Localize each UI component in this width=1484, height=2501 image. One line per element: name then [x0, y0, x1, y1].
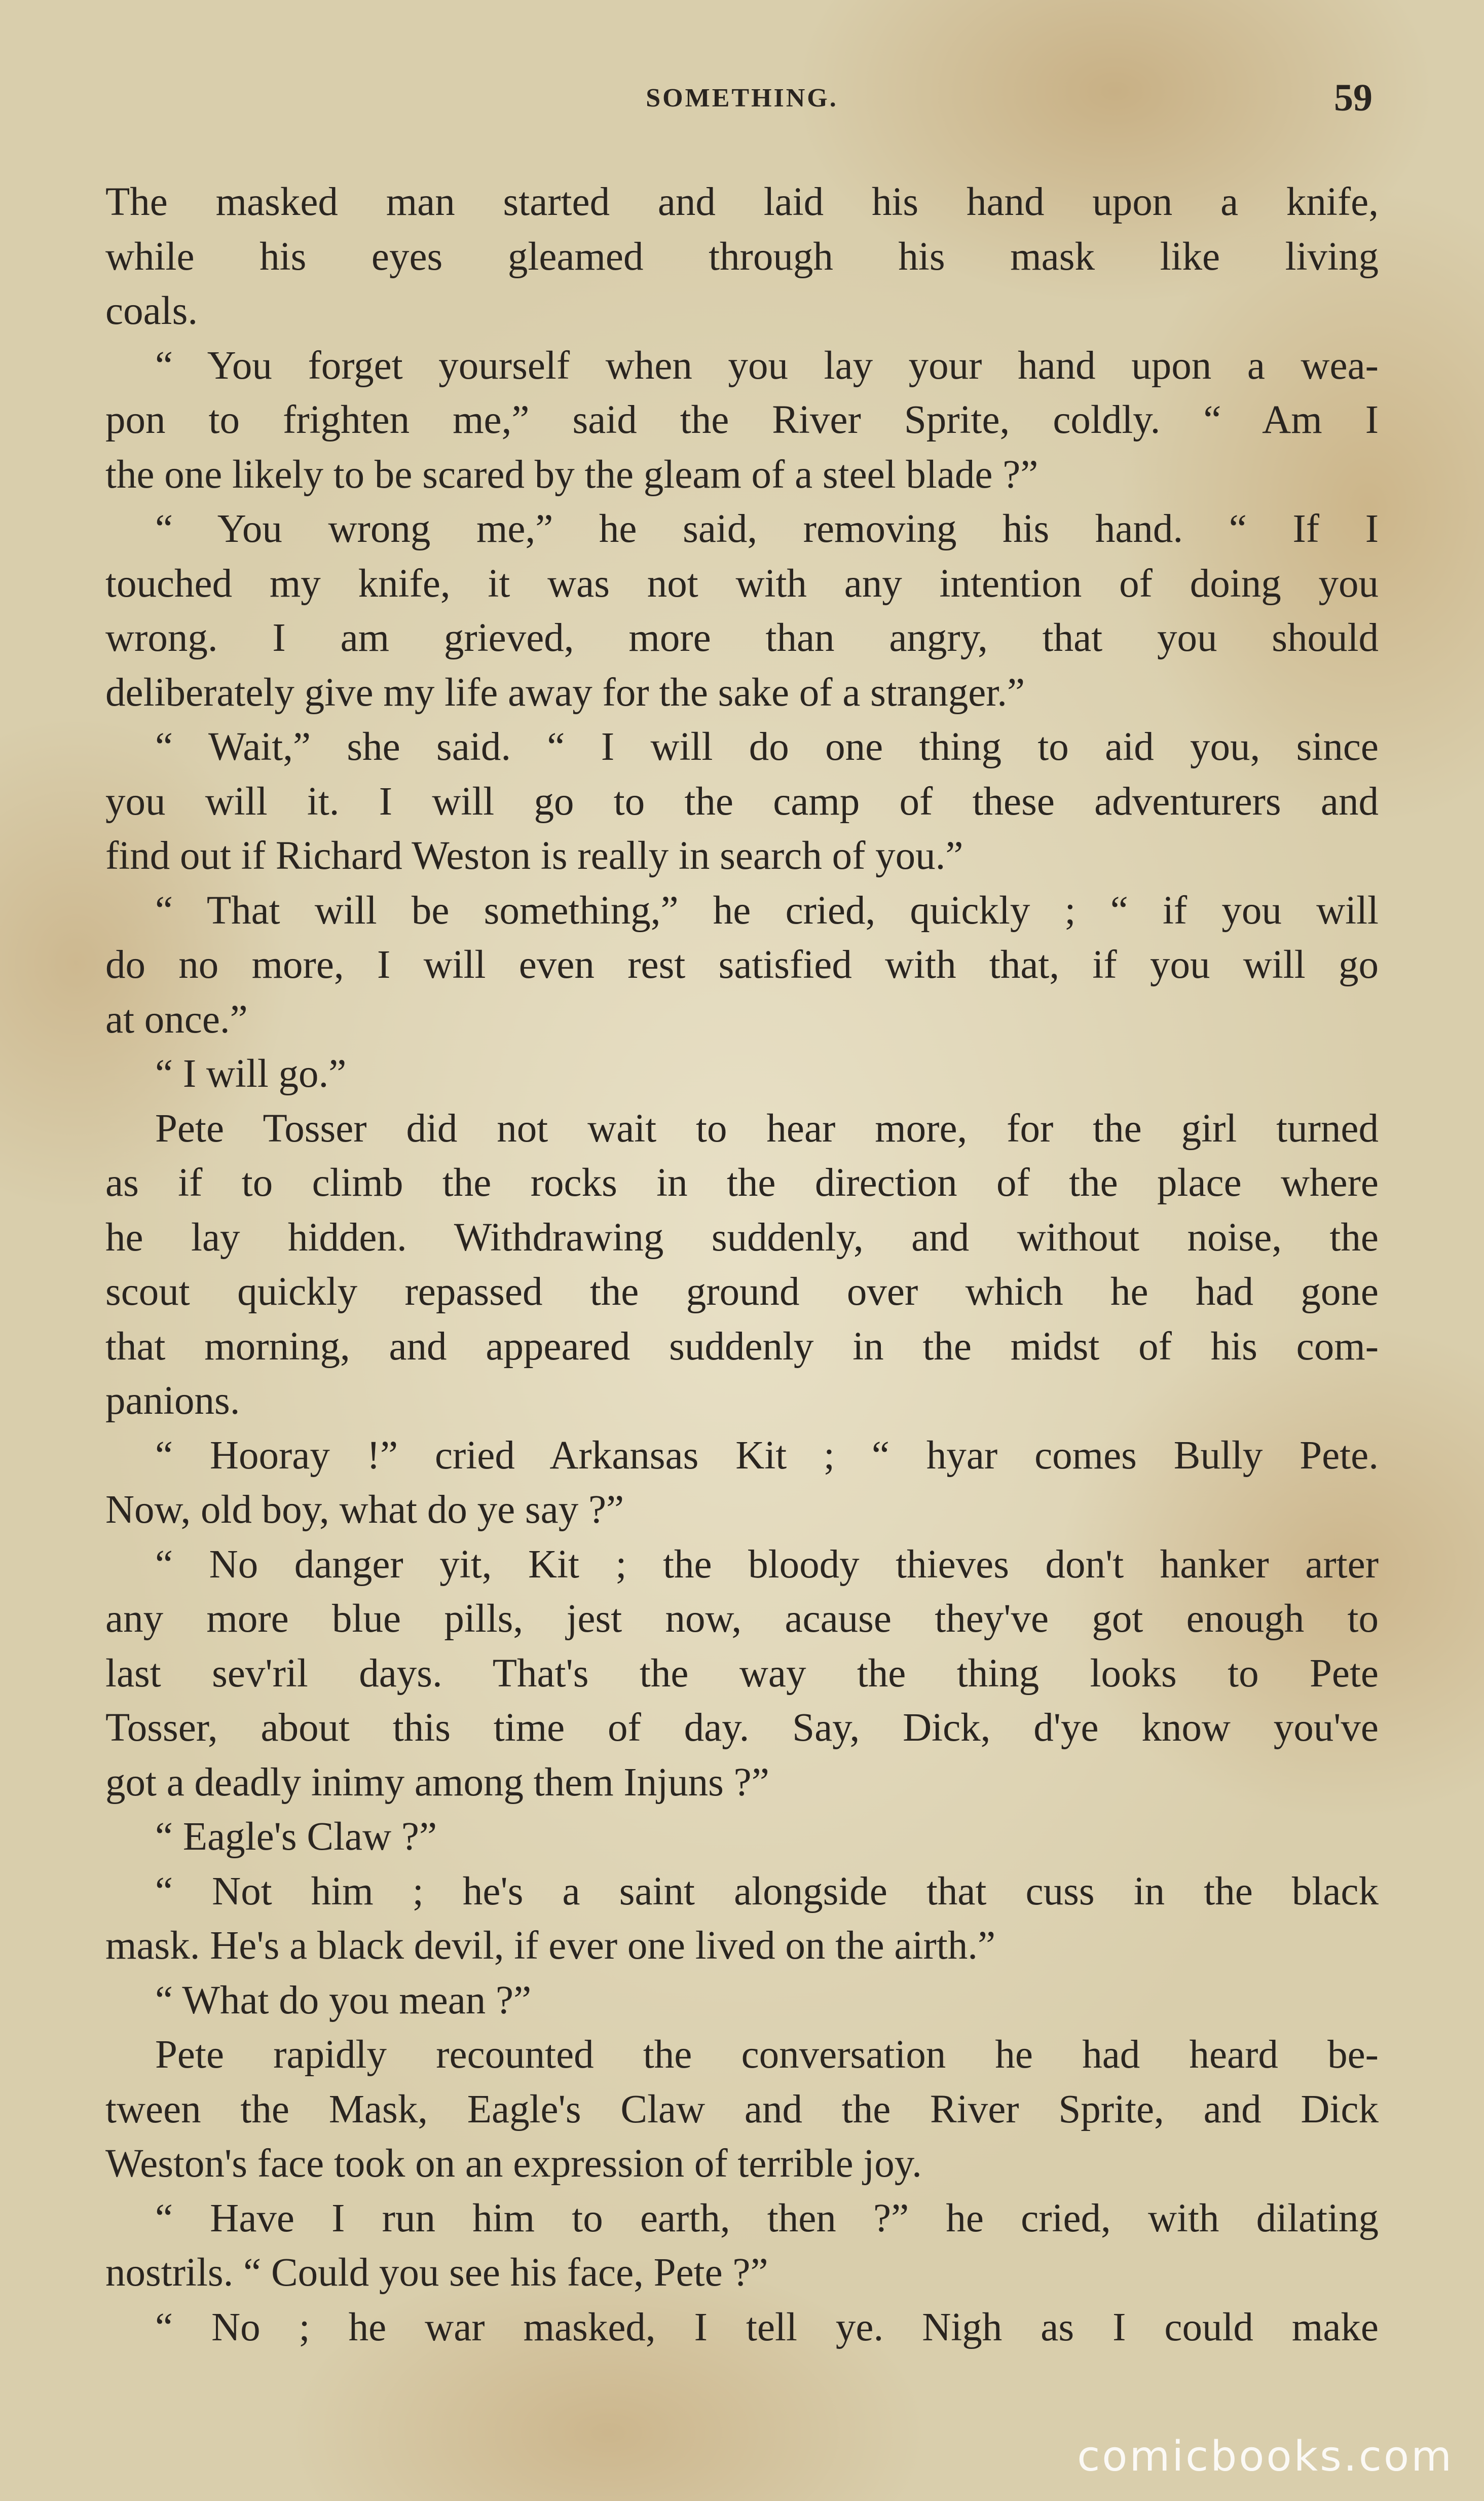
text-line: “ Not him ; he's a saint alongside that cuss in the black	[155, 1869, 1379, 1914]
text-line: as if to climb the rocks in the direction of the place where	[105, 1161, 1379, 1205]
text-line: any more blue pills, jest now, acause they've got enough to	[105, 1597, 1379, 1641]
text-line: “ No ; he war masked, I tell ye. Nigh as I could make	[155, 2305, 1379, 2349]
text-line: Now, old boy, what do ye say ?”	[105, 1488, 624, 1532]
text-line: “ Eagle's Claw ?”	[155, 1815, 437, 1859]
text-line: “ Have I run him to earth, then ?” he cried, with dilating	[155, 2196, 1379, 2240]
body-text	[105, 175, 1379, 2355]
text-line: find out if Richard Weston is really in search of you.”	[105, 834, 963, 878]
text-line: got a deadly inimy among them Injuns ?”	[105, 1760, 769, 1805]
text-line: “ You forget yourself when you lay your hand upon a wea-	[155, 343, 1379, 388]
page-number: 59	[1334, 77, 1372, 119]
text-line: you will it. I will go to the camp of these adventurers and	[105, 779, 1379, 824]
text-line: “ What do you mean ?”	[155, 1978, 532, 2022]
watermark-logo: comicbooks.com	[1077, 2433, 1454, 2481]
running-header	[101, 76, 1383, 122]
text-line: nostrils. “ Could you see his face, Pete ?”	[105, 2251, 768, 2295]
text-line: coals.	[105, 289, 198, 333]
text-line: “ No danger yit, Kit ; the bloody thieves don't hanker arter	[155, 1542, 1379, 1587]
text-line: wrong. I am grieved, more than angry, that you should	[105, 616, 1379, 660]
text-line: that morning, and appeared suddenly in the midst of his com-	[105, 1324, 1379, 1369]
text-line: touched my knife, it was not with any intention of doing you	[105, 561, 1379, 606]
text-line: “ You wrong me,” he said, removing his hand. “ If I	[155, 507, 1379, 551]
text-line: he lay hidden. Withdrawing suddenly, and without noise, the	[105, 1215, 1379, 1260]
text-line: tween the Mask, Eagle's Claw and the River Sprite, and Dick	[105, 2087, 1379, 2131]
text-line: do no more, I will even rest satisfied with that, if you will go	[105, 943, 1379, 987]
text-line: The masked man started and laid his hand upon a knife,	[105, 180, 1379, 224]
text-line: deliberately give my life away for the sake of a stranger.”	[105, 670, 1025, 715]
text-line: the one likely to be scared by the gleam of a steel blade ?”	[105, 452, 1038, 497]
text-line: scout quickly repassed the ground over which he had gone	[105, 1270, 1379, 1314]
text-line: while his eyes gleamed through his mask like living	[105, 234, 1379, 279]
text-line: Weston's face took on an expression of terrible joy.	[105, 2142, 922, 2186]
text-line: panions.	[105, 1379, 240, 1423]
text-line: Pete rapidly recounted the conversation he had heard be-	[155, 2033, 1379, 2077]
text-line: Pete Tosser did not wait to hear more, for the girl turned	[155, 1106, 1379, 1151]
text-line: “ That will be something,” he cried, quickly ; “ if you will	[155, 888, 1379, 933]
text-line: Tosser, about this time of day. Say, Dick, d'ye know you've	[105, 1706, 1379, 1750]
text-line: “ Hooray !” cried Arkansas Kit ; “ hyar comes Bully Pete.	[155, 1433, 1379, 1478]
text-line: “ I will go.”	[155, 1052, 347, 1096]
text-line: “ Wait,” she said. “ I will do one thing to aid you, since	[155, 725, 1379, 769]
text-line: at once.”	[105, 997, 248, 1042]
text-line: mask. He's a black devil, if ever one lived on the airth.”	[105, 1924, 996, 1968]
text-line: pon to frighten me,” said the River Sprite, coldly. “ Am I	[105, 398, 1379, 442]
text-line: last sev'ril days. That's the way the thing looks to Pete	[105, 1651, 1379, 1696]
running-title: SOMETHING.	[646, 84, 838, 113]
